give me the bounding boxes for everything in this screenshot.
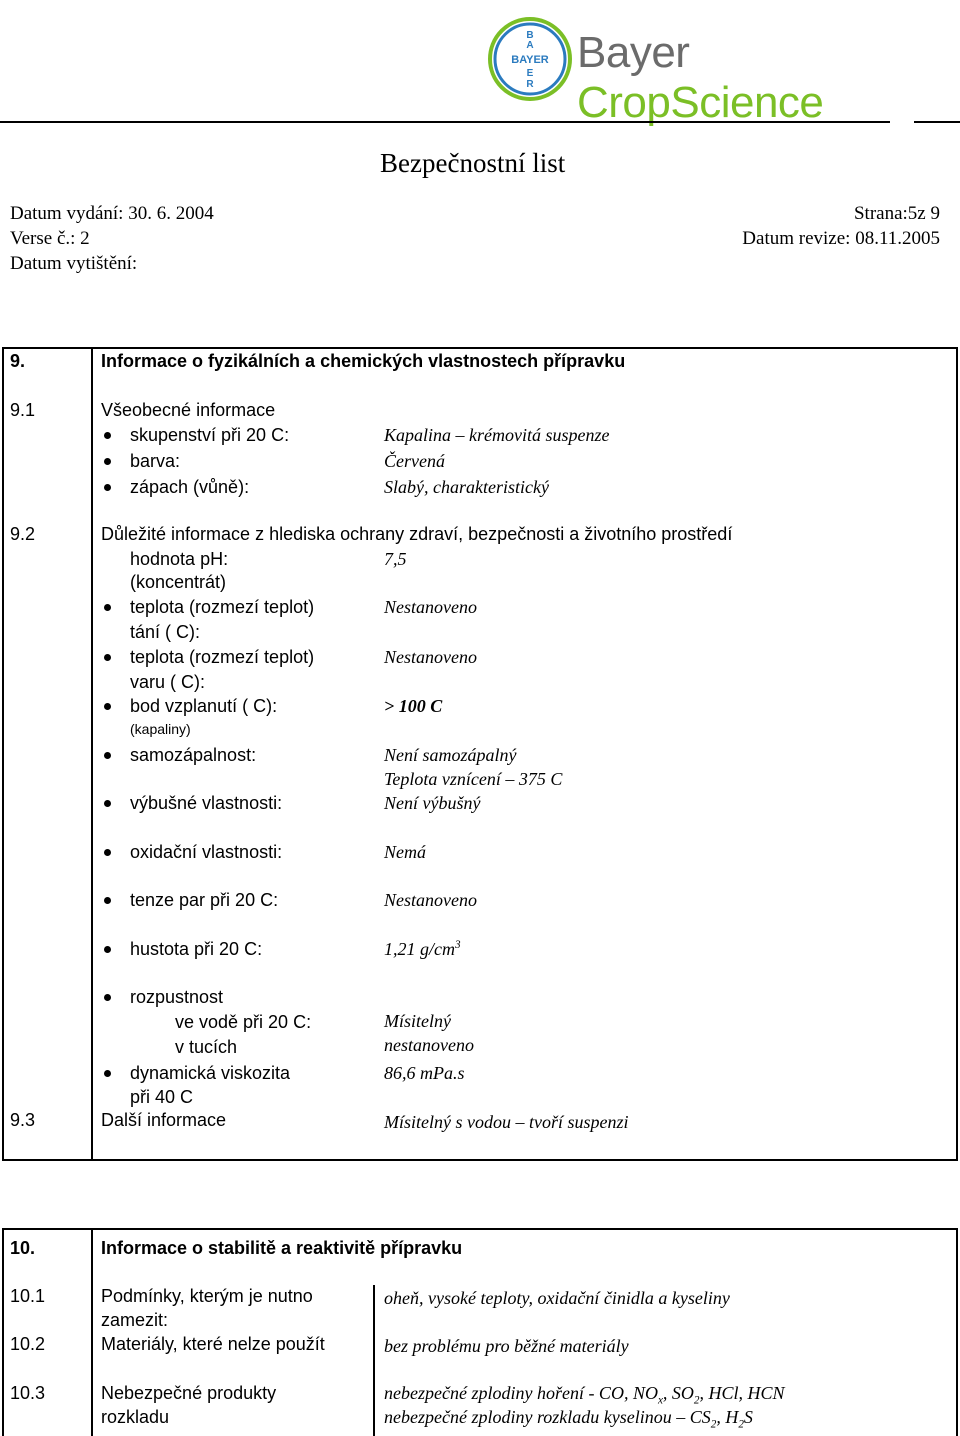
viscosity-label-sub: při 40 C — [130, 1087, 194, 1107]
combustion-text-tail: , HCl, HCN — [699, 1383, 785, 1403]
section-10-1-label-sub: zamezit: — [101, 1310, 169, 1330]
section-10-1-value: oheň, vysoké teploty, oxidační činidla a kyseliny — [384, 1288, 730, 1308]
section-10-divider — [91, 1228, 93, 1436]
acid-text-s: S — [743, 1407, 753, 1427]
combustion-subscript-x: x — [657, 1394, 663, 1407]
bullet-icon — [104, 800, 111, 807]
svg-text:E: E — [526, 68, 534, 79]
section-9-1-number: 9.1 — [10, 400, 36, 420]
page-number: Strana:5z 9 — [853, 203, 940, 224]
bullet-icon — [104, 897, 111, 904]
acid-text-h: , H — [716, 1407, 739, 1427]
document-title: Bezpečnostní list — [380, 148, 566, 178]
section-10-3-number: 10.3 — [10, 1383, 46, 1403]
section-10-title: Informace o stabilitě a reaktivitě přípravku — [101, 1238, 463, 1258]
bayer-cross-icon — [487, 16, 573, 102]
issue-date: Datum vydání: 30. 6. 2004 — [10, 203, 214, 224]
section-9-title: Informace o fyzikálních a chemických vlastnostech přípravku — [101, 351, 626, 371]
density-number: 1,21 g/cm — [384, 939, 455, 959]
section-9-1-title: Všeobecné informace — [101, 400, 276, 420]
melting-label: teplota (rozmezí teplot) — [130, 597, 315, 617]
combustion-subscript-2: 2 — [693, 1394, 700, 1407]
section-10-2-value: bez problému pro běžné materiály — [384, 1336, 629, 1356]
melting-value: Nestanoveno — [384, 597, 477, 617]
bullet-icon — [104, 994, 111, 1001]
logo-wordmark — [577, 28, 927, 128]
solubility-fat-label: v tucích — [175, 1037, 238, 1057]
bullet-icon — [104, 1070, 111, 1077]
section-10-3-value-acid — [384, 1407, 753, 1431]
ignition-temperature-value: Teplota vznícení – 375 C — [384, 769, 563, 789]
logo-text-cropscience: CropScience — [577, 78, 824, 127]
version: Verse č.: 2 — [10, 228, 90, 249]
color-value: Červená — [384, 451, 445, 471]
viscosity-label: dynamická viskozita — [130, 1063, 291, 1083]
flash-label-sub: (kapaliny) — [130, 721, 191, 737]
odor-value: Slabý, charakteristický — [384, 477, 549, 497]
section-10-3-value-combustion — [384, 1383, 785, 1407]
oxidizing-label: oxidační vlastnosti: — [130, 842, 283, 862]
vapor-pressure-value: Nestanoveno — [384, 890, 477, 910]
oxidizing-value: Nemá — [384, 842, 426, 862]
section-9-2-title: Důležité informace z hlediska ochrany zdraví, bezpečnosti a životního prostředí — [101, 524, 733, 544]
svg-text:A: A — [526, 40, 534, 51]
bullet-icon — [104, 752, 111, 759]
bullet-icon — [104, 432, 111, 439]
top-rule — [0, 121, 890, 123]
logo-text-bayer: Bayer — [577, 28, 690, 77]
odor-label: zápach (vůně): — [130, 477, 250, 497]
ph-label-sub: (koncentrát) — [130, 572, 227, 592]
density-exponent: 3 — [455, 939, 461, 951]
boiling-label-sub: varu ( C): — [130, 672, 206, 692]
color-label: barva: — [130, 451, 181, 471]
flash-value: > 100 C — [384, 696, 443, 716]
explosive-label: výbušné vlastnosti: — [130, 793, 283, 813]
bullet-icon — [104, 484, 111, 491]
density-value — [384, 939, 461, 960]
top-rule-right — [914, 121, 960, 123]
section-10-left-edge — [2, 1228, 4, 1436]
print-date: Datum vytištění: — [10, 253, 138, 274]
section-10-right-edge — [956, 1228, 958, 1436]
ph-value: 7,5 — [384, 549, 407, 569]
acid-text: nebezpečné zplodiny rozkladu kyselinou – CS — [384, 1407, 711, 1427]
section-10-3-label: Nebezpečné produkty — [101, 1383, 277, 1403]
vapor-pressure-label: tenze par při 20 C: — [130, 890, 279, 910]
viscosity-value: 86,6 mPa.s — [384, 1063, 465, 1083]
flash-label: bod vzplanutí ( C): — [130, 696, 278, 716]
boiling-label: teplota (rozmezí teplot) — [130, 647, 315, 667]
state-label: skupenství při 20 C: — [130, 425, 290, 445]
combustion-text-so: , SO — [662, 1383, 694, 1403]
section-10-top-rule — [2, 1228, 958, 1230]
section-10-2-label: Materiály, které nelze použít — [101, 1334, 325, 1354]
acid-subscript-2b: 2 — [738, 1418, 744, 1431]
section-10-2-number: 10.2 — [10, 1334, 46, 1354]
section-9-3-number: 9.3 — [10, 1110, 36, 1130]
boiling-value: Nestanoveno — [384, 647, 477, 667]
bullet-icon — [104, 703, 111, 710]
ph-label: hodnota pH: — [130, 549, 229, 569]
state-value: Kapalina – krémovitá suspenze — [384, 425, 610, 445]
bullet-icon — [104, 458, 111, 465]
bullet-icon — [104, 654, 111, 661]
melting-label-sub: tání ( C): — [130, 622, 201, 642]
section-10-1-label: Podmínky, kterým je nutno — [101, 1286, 313, 1306]
solubility-water-value: Mísitelný — [384, 1011, 451, 1031]
section-9-number: 9. — [10, 351, 26, 371]
revision-date: Datum revize: 08.11.2005 — [742, 228, 940, 249]
bullet-icon — [104, 946, 111, 953]
selfignition-value: Není samozápalný — [384, 745, 517, 765]
solubility-fat-value: nestanoveno — [384, 1035, 474, 1055]
section-9-2-number: 9.2 — [10, 524, 36, 544]
section-9-3-title: Další informace — [101, 1110, 227, 1130]
section-9-divider — [91, 347, 93, 1161]
explosive-value: Není výbušný — [384, 793, 481, 813]
bayer-cropscience-logo — [487, 16, 927, 127]
acid-subscript-2a: 2 — [710, 1418, 717, 1431]
svg-text:B: B — [526, 30, 534, 41]
section-9-3-value: Mísitelný s vodou – tvoří suspenzi — [384, 1112, 629, 1132]
combustion-text: nebezpečné zplodiny hoření - CO, NO — [384, 1383, 658, 1403]
bullet-icon — [104, 604, 111, 611]
bullet-icon — [104, 849, 111, 856]
solubility-label: rozpustnost — [130, 987, 224, 1007]
section-10-3-label-sub: rozkladu — [101, 1407, 170, 1427]
section-10-value-divider — [373, 1285, 375, 1436]
svg-text:R: R — [526, 79, 534, 90]
section-10-number: 10. — [10, 1238, 36, 1258]
solubility-water-label: ve vodě při 20 C: — [175, 1012, 312, 1032]
svg-text:BAYER: BAYER — [511, 54, 549, 66]
density-label: hustota při 20 C: — [130, 939, 263, 959]
selfignition-label: samozápalnost: — [130, 745, 257, 765]
section-10-1-number: 10.1 — [10, 1286, 46, 1306]
